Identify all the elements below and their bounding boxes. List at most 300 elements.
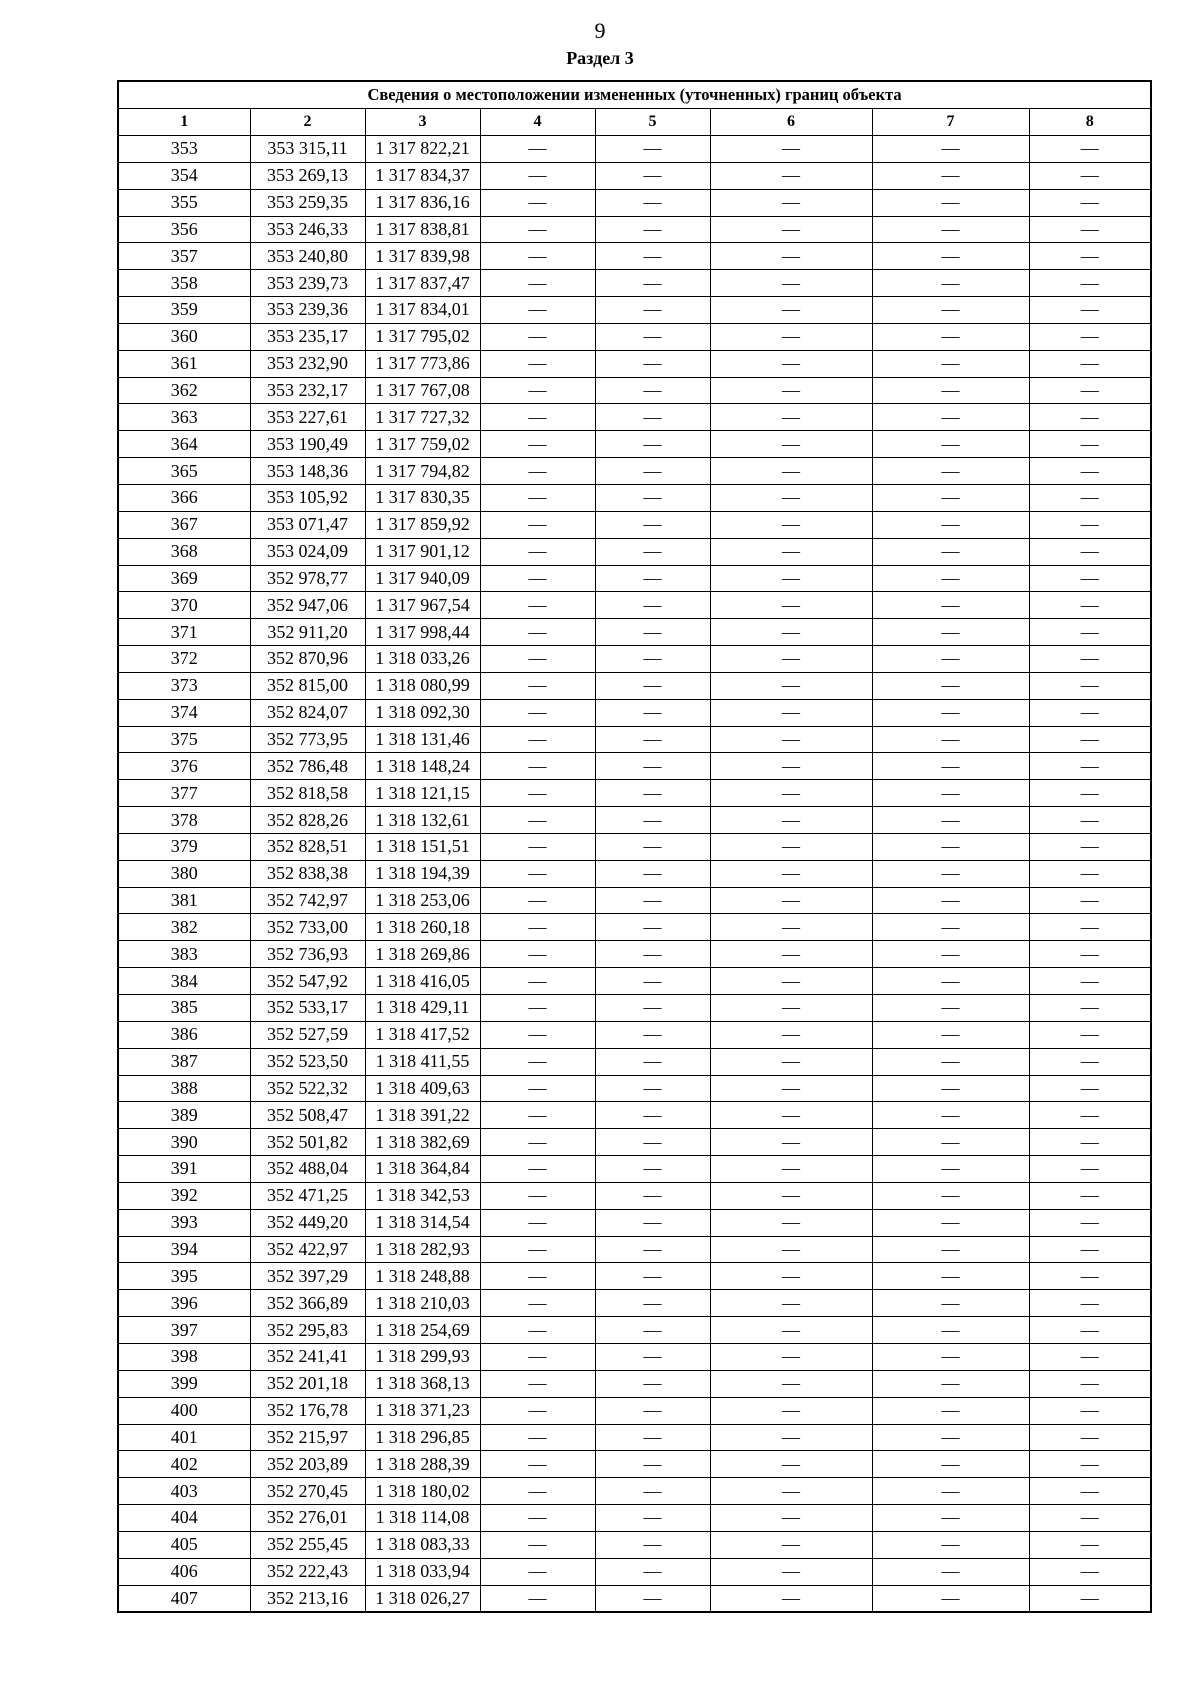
y-coordinate-cell: 1 317 998,44 — [365, 619, 480, 646]
dash-cell: — — [480, 968, 595, 995]
point-number-cell: 387 — [118, 1048, 250, 1075]
table-header-row — [118, 109, 1151, 136]
y-coordinate-cell: 1 318 299,93 — [365, 1343, 480, 1370]
column-header: 7 — [872, 109, 1029, 136]
x-coordinate-cell: 352 215,97 — [250, 1424, 365, 1451]
point-number-cell: 356 — [118, 216, 250, 243]
x-coordinate-cell: 353 235,17 — [250, 323, 365, 350]
dash-cell: — — [1029, 1021, 1151, 1048]
point-number-cell: 367 — [118, 511, 250, 538]
table-row — [118, 1505, 1151, 1532]
dash-cell: — — [595, 1505, 710, 1532]
y-coordinate-cell: 1 318 033,26 — [365, 646, 480, 673]
x-coordinate-cell: 352 527,59 — [250, 1021, 365, 1048]
dash-cell: — — [710, 1397, 872, 1424]
y-coordinate-cell: 1 318 260,18 — [365, 914, 480, 941]
dash-cell: — — [595, 914, 710, 941]
dash-cell: — — [710, 323, 872, 350]
dash-cell: — — [595, 1317, 710, 1344]
dash-cell: — — [710, 136, 872, 163]
dash-cell: — — [1029, 1370, 1151, 1397]
dash-cell: — — [872, 136, 1029, 163]
dash-cell: — — [872, 323, 1029, 350]
x-coordinate-cell: 352 276,01 — [250, 1505, 365, 1532]
dash-cell: — — [872, 1478, 1029, 1505]
dash-cell: — — [710, 1585, 872, 1612]
x-coordinate-cell: 352 222,43 — [250, 1558, 365, 1585]
dash-cell: — — [595, 1075, 710, 1102]
dash-cell: — — [595, 941, 710, 968]
x-coordinate-cell: 352 255,45 — [250, 1531, 365, 1558]
dash-cell: — — [480, 350, 595, 377]
table-row — [118, 833, 1151, 860]
table-row — [118, 216, 1151, 243]
dash-cell: — — [1029, 350, 1151, 377]
dash-cell: — — [1029, 1129, 1151, 1156]
x-coordinate-cell: 352 736,93 — [250, 941, 365, 968]
dash-cell: — — [595, 1263, 710, 1290]
point-number-cell: 357 — [118, 243, 250, 270]
dash-cell: — — [872, 1505, 1029, 1532]
dash-cell: — — [1029, 1156, 1151, 1183]
table-row — [118, 323, 1151, 350]
table-row — [118, 968, 1151, 995]
y-coordinate-cell: 1 317 859,92 — [365, 511, 480, 538]
y-coordinate-cell: 1 318 092,30 — [365, 699, 480, 726]
dash-cell: — — [710, 1129, 872, 1156]
point-number-cell: 362 — [118, 377, 250, 404]
table-row — [118, 1317, 1151, 1344]
dash-cell: — — [480, 1048, 595, 1075]
dash-cell: — — [1029, 270, 1151, 297]
point-number-cell: 388 — [118, 1075, 250, 1102]
section-title: Раздел 3 — [566, 48, 634, 68]
y-coordinate-cell: 1 318 282,93 — [365, 1236, 480, 1263]
dash-cell: — — [872, 1317, 1029, 1344]
table-row — [118, 1558, 1151, 1585]
dash-cell: — — [595, 297, 710, 324]
table-row — [118, 672, 1151, 699]
y-coordinate-cell: 1 318 364,84 — [365, 1156, 480, 1183]
y-coordinate-cell: 1 317 839,98 — [365, 243, 480, 270]
point-number-cell: 376 — [118, 753, 250, 780]
point-number-cell: 385 — [118, 995, 250, 1022]
x-coordinate-cell: 352 522,32 — [250, 1075, 365, 1102]
point-number-cell: 354 — [118, 162, 250, 189]
dash-cell: — — [480, 1424, 595, 1451]
y-coordinate-cell: 1 317 834,37 — [365, 162, 480, 189]
dash-cell: — — [480, 833, 595, 860]
y-coordinate-cell: 1 318 382,69 — [365, 1129, 480, 1156]
table-row — [118, 1048, 1151, 1075]
dash-cell: — — [595, 1102, 710, 1129]
dash-cell: — — [710, 1558, 872, 1585]
dash-cell: — — [872, 1263, 1029, 1290]
table-row — [118, 243, 1151, 270]
dash-cell: — — [480, 887, 595, 914]
x-coordinate-cell: 352 201,18 — [250, 1370, 365, 1397]
dash-cell: — — [710, 297, 872, 324]
y-coordinate-cell: 1 318 083,33 — [365, 1531, 480, 1558]
dash-cell: — — [480, 1209, 595, 1236]
table-row — [118, 1209, 1151, 1236]
table-row — [118, 1370, 1151, 1397]
dash-cell: — — [480, 1129, 595, 1156]
dash-cell: — — [1029, 753, 1151, 780]
x-coordinate-cell: 352 449,20 — [250, 1209, 365, 1236]
dash-cell: — — [1029, 404, 1151, 431]
dash-cell: — — [710, 833, 872, 860]
dash-cell: — — [710, 726, 872, 753]
table-row — [118, 1263, 1151, 1290]
dash-cell: — — [595, 323, 710, 350]
dash-cell: — — [480, 1478, 595, 1505]
table-row — [118, 458, 1151, 485]
point-number-cell: 374 — [118, 699, 250, 726]
dash-cell: — — [872, 1343, 1029, 1370]
dash-cell: — — [872, 1370, 1029, 1397]
dash-cell: — — [872, 538, 1029, 565]
dash-cell: — — [1029, 431, 1151, 458]
dash-cell: — — [872, 243, 1029, 270]
dash-cell: — — [710, 592, 872, 619]
dash-cell: — — [1029, 1263, 1151, 1290]
dash-cell: — — [872, 484, 1029, 511]
dash-cell: — — [1029, 672, 1151, 699]
x-coordinate-cell: 353 105,92 — [250, 484, 365, 511]
dash-cell: — — [710, 538, 872, 565]
dash-cell: — — [1029, 833, 1151, 860]
dash-cell: — — [710, 780, 872, 807]
point-number-cell: 407 — [118, 1585, 250, 1612]
point-number-cell: 378 — [118, 807, 250, 834]
y-coordinate-cell: 1 317 794,82 — [365, 458, 480, 485]
dash-cell: — — [710, 565, 872, 592]
x-coordinate-cell: 353 246,33 — [250, 216, 365, 243]
dash-cell: — — [710, 860, 872, 887]
dash-cell: — — [872, 1156, 1029, 1183]
dash-cell: — — [595, 833, 710, 860]
dash-cell: — — [480, 860, 595, 887]
dash-cell: — — [872, 780, 1029, 807]
x-coordinate-cell: 352 911,20 — [250, 619, 365, 646]
x-coordinate-cell: 353 239,36 — [250, 297, 365, 324]
x-coordinate-cell: 353 259,35 — [250, 189, 365, 216]
dash-cell: — — [480, 672, 595, 699]
point-number-cell: 394 — [118, 1236, 250, 1263]
page-number: 9 — [594, 18, 606, 43]
point-number-cell: 368 — [118, 538, 250, 565]
table-row — [118, 270, 1151, 297]
dash-cell: — — [480, 1236, 595, 1263]
point-number-cell: 392 — [118, 1182, 250, 1209]
dash-cell: — — [872, 1451, 1029, 1478]
dash-cell: — — [1029, 538, 1151, 565]
y-coordinate-cell: 1 318 248,88 — [365, 1263, 480, 1290]
dash-cell: — — [595, 1424, 710, 1451]
y-coordinate-cell: 1 318 210,03 — [365, 1290, 480, 1317]
x-coordinate-cell: 352 947,06 — [250, 592, 365, 619]
dash-cell: — — [710, 350, 872, 377]
x-coordinate-cell: 352 533,17 — [250, 995, 365, 1022]
dash-cell: — — [480, 270, 595, 297]
table-row — [118, 1585, 1151, 1612]
x-coordinate-cell: 352 828,51 — [250, 833, 365, 860]
point-number-cell: 361 — [118, 350, 250, 377]
dash-cell: — — [595, 458, 710, 485]
x-coordinate-cell: 352 786,48 — [250, 753, 365, 780]
point-number-cell: 360 — [118, 323, 250, 350]
dash-cell: — — [480, 726, 595, 753]
table-body — [118, 136, 1151, 1613]
point-number-cell: 405 — [118, 1531, 250, 1558]
x-coordinate-cell: 353 190,49 — [250, 431, 365, 458]
x-coordinate-cell: 352 241,41 — [250, 1343, 365, 1370]
y-coordinate-cell: 1 318 194,39 — [365, 860, 480, 887]
dash-cell: — — [872, 914, 1029, 941]
x-coordinate-cell: 352 213,16 — [250, 1585, 365, 1612]
dash-cell: — — [480, 1263, 595, 1290]
dash-cell: — — [710, 1317, 872, 1344]
x-coordinate-cell: 352 742,97 — [250, 887, 365, 914]
dash-cell: — — [872, 1397, 1029, 1424]
point-number-cell: 379 — [118, 833, 250, 860]
y-coordinate-cell: 1 318 368,13 — [365, 1370, 480, 1397]
dash-cell: — — [595, 377, 710, 404]
point-number-cell: 384 — [118, 968, 250, 995]
table-row — [118, 592, 1151, 619]
dash-cell: — — [480, 646, 595, 673]
x-coordinate-cell: 352 773,95 — [250, 726, 365, 753]
y-coordinate-cell: 1 317 940,09 — [365, 565, 480, 592]
coordinates-table — [117, 80, 1152, 1613]
x-coordinate-cell: 352 870,96 — [250, 646, 365, 673]
dash-cell: — — [710, 1424, 872, 1451]
dash-cell: — — [480, 592, 595, 619]
y-coordinate-cell: 1 318 026,27 — [365, 1585, 480, 1612]
column-header: 4 — [480, 109, 595, 136]
dash-cell: — — [710, 1343, 872, 1370]
dash-cell: — — [872, 431, 1029, 458]
dash-cell: — — [1029, 297, 1151, 324]
y-coordinate-cell: 1 318 411,55 — [365, 1048, 480, 1075]
table-row — [118, 1021, 1151, 1048]
dash-cell: — — [872, 1075, 1029, 1102]
table-row — [118, 404, 1151, 431]
dash-cell: — — [595, 565, 710, 592]
dash-cell: — — [480, 914, 595, 941]
dash-cell: — — [480, 619, 595, 646]
dash-cell: — — [872, 565, 1029, 592]
dash-cell: — — [1029, 1048, 1151, 1075]
point-number-cell: 363 — [118, 404, 250, 431]
table-row — [118, 1290, 1151, 1317]
y-coordinate-cell: 1 318 269,86 — [365, 941, 480, 968]
table-row — [118, 350, 1151, 377]
column-header: 3 — [365, 109, 480, 136]
dash-cell: — — [595, 404, 710, 431]
x-coordinate-cell: 352 295,83 — [250, 1317, 365, 1344]
dash-cell: — — [595, 887, 710, 914]
x-coordinate-cell: 353 232,90 — [250, 350, 365, 377]
dash-cell: — — [710, 995, 872, 1022]
dash-cell: — — [595, 538, 710, 565]
dash-cell: — — [872, 189, 1029, 216]
point-number-cell: 373 — [118, 672, 250, 699]
dash-cell: — — [595, 350, 710, 377]
dash-cell: — — [710, 914, 872, 941]
dash-cell: — — [595, 726, 710, 753]
x-coordinate-cell: 353 148,36 — [250, 458, 365, 485]
dash-cell: — — [480, 1317, 595, 1344]
point-number-cell: 359 — [118, 297, 250, 324]
dash-cell: — — [1029, 1397, 1151, 1424]
dash-cell: — — [595, 484, 710, 511]
table-row — [118, 136, 1151, 163]
dash-cell: — — [480, 1075, 595, 1102]
x-coordinate-cell: 353 227,61 — [250, 404, 365, 431]
dash-cell: — — [872, 833, 1029, 860]
dash-cell: — — [710, 404, 872, 431]
dash-cell: — — [1029, 1505, 1151, 1532]
y-coordinate-cell: 1 318 417,52 — [365, 1021, 480, 1048]
y-coordinate-cell: 1 317 834,01 — [365, 297, 480, 324]
dash-cell: — — [872, 619, 1029, 646]
x-coordinate-cell: 352 270,45 — [250, 1478, 365, 1505]
dash-cell: — — [710, 672, 872, 699]
x-coordinate-cell: 353 071,47 — [250, 511, 365, 538]
dash-cell: — — [872, 1209, 1029, 1236]
dash-cell: — — [1029, 646, 1151, 673]
column-header: 5 — [595, 109, 710, 136]
dash-cell: — — [1029, 1209, 1151, 1236]
y-coordinate-cell: 1 318 314,54 — [365, 1209, 480, 1236]
dash-cell: — — [595, 807, 710, 834]
dash-cell: — — [595, 136, 710, 163]
dash-cell: — — [872, 511, 1029, 538]
dash-cell: — — [595, 1370, 710, 1397]
dash-cell: — — [595, 1129, 710, 1156]
dash-cell: — — [480, 404, 595, 431]
dash-cell: — — [595, 995, 710, 1022]
dash-cell: — — [872, 726, 1029, 753]
dash-cell: — — [595, 753, 710, 780]
dash-cell: — — [1029, 162, 1151, 189]
x-coordinate-cell: 352 815,00 — [250, 672, 365, 699]
point-number-cell: 372 — [118, 646, 250, 673]
x-coordinate-cell: 353 269,13 — [250, 162, 365, 189]
dash-cell: — — [872, 1236, 1029, 1263]
y-coordinate-cell: 1 317 967,54 — [365, 592, 480, 619]
dash-cell: — — [595, 270, 710, 297]
dash-cell: — — [480, 484, 595, 511]
dash-cell: — — [480, 941, 595, 968]
table-row — [118, 887, 1151, 914]
y-coordinate-cell: 1 318 121,15 — [365, 780, 480, 807]
dash-cell: — — [1029, 1424, 1151, 1451]
y-coordinate-cell: 1 318 131,46 — [365, 726, 480, 753]
dash-cell: — — [1029, 243, 1151, 270]
dash-cell: — — [480, 538, 595, 565]
point-number-cell: 390 — [118, 1129, 250, 1156]
dash-cell: — — [595, 162, 710, 189]
y-coordinate-cell: 1 318 151,51 — [365, 833, 480, 860]
dash-cell: — — [710, 484, 872, 511]
table-row — [118, 538, 1151, 565]
point-number-cell: 358 — [118, 270, 250, 297]
point-number-cell: 393 — [118, 1209, 250, 1236]
dash-cell: — — [710, 807, 872, 834]
point-number-cell: 406 — [118, 1558, 250, 1585]
dash-cell: — — [710, 1478, 872, 1505]
y-coordinate-cell: 1 317 727,32 — [365, 404, 480, 431]
dash-cell: — — [480, 1531, 595, 1558]
point-number-cell: 371 — [118, 619, 250, 646]
dash-cell: — — [480, 1451, 595, 1478]
x-coordinate-cell: 353 315,11 — [250, 136, 365, 163]
y-coordinate-cell: 1 318 080,99 — [365, 672, 480, 699]
dash-cell: — — [480, 297, 595, 324]
dash-cell: — — [1029, 1478, 1151, 1505]
table-row — [118, 431, 1151, 458]
dash-cell: — — [710, 1451, 872, 1478]
dash-cell: — — [480, 323, 595, 350]
x-coordinate-cell: 352 397,29 — [250, 1263, 365, 1290]
dash-cell: — — [480, 1182, 595, 1209]
point-number-cell: 402 — [118, 1451, 250, 1478]
point-number-cell: 398 — [118, 1343, 250, 1370]
dash-cell: — — [480, 1370, 595, 1397]
dash-cell: — — [595, 1236, 710, 1263]
dash-cell: — — [872, 995, 1029, 1022]
dash-cell: — — [595, 1558, 710, 1585]
dash-cell: — — [480, 1290, 595, 1317]
dash-cell: — — [710, 216, 872, 243]
point-number-cell: 355 — [118, 189, 250, 216]
table-row — [118, 484, 1151, 511]
dash-cell: — — [480, 162, 595, 189]
table-caption: Сведения о местоположении измененных (уточненных) границ объекта — [118, 81, 1151, 109]
point-number-cell: 404 — [118, 1505, 250, 1532]
y-coordinate-cell: 1 318 288,39 — [365, 1451, 480, 1478]
x-coordinate-cell: 353 024,09 — [250, 538, 365, 565]
dash-cell: — — [595, 511, 710, 538]
dash-cell: — — [710, 1156, 872, 1183]
y-coordinate-cell: 1 318 371,23 — [365, 1397, 480, 1424]
point-number-cell: 380 — [118, 860, 250, 887]
dash-cell: — — [710, 1209, 872, 1236]
dash-cell: — — [480, 565, 595, 592]
y-coordinate-cell: 1 318 409,63 — [365, 1075, 480, 1102]
x-coordinate-cell: 353 232,17 — [250, 377, 365, 404]
dash-cell: — — [710, 646, 872, 673]
dash-cell: — — [710, 511, 872, 538]
dash-cell: — — [480, 377, 595, 404]
table-row — [118, 1531, 1151, 1558]
dash-cell: — — [480, 1397, 595, 1424]
dash-cell: — — [1029, 914, 1151, 941]
point-number-cell: 370 — [118, 592, 250, 619]
table-row — [118, 807, 1151, 834]
dash-cell: — — [872, 1021, 1029, 1048]
dash-cell: — — [710, 1075, 872, 1102]
table-row — [118, 860, 1151, 887]
x-coordinate-cell: 352 838,38 — [250, 860, 365, 887]
dash-cell: — — [480, 511, 595, 538]
dash-cell: — — [1029, 136, 1151, 163]
dash-cell: — — [872, 1048, 1029, 1075]
dash-cell: — — [710, 162, 872, 189]
